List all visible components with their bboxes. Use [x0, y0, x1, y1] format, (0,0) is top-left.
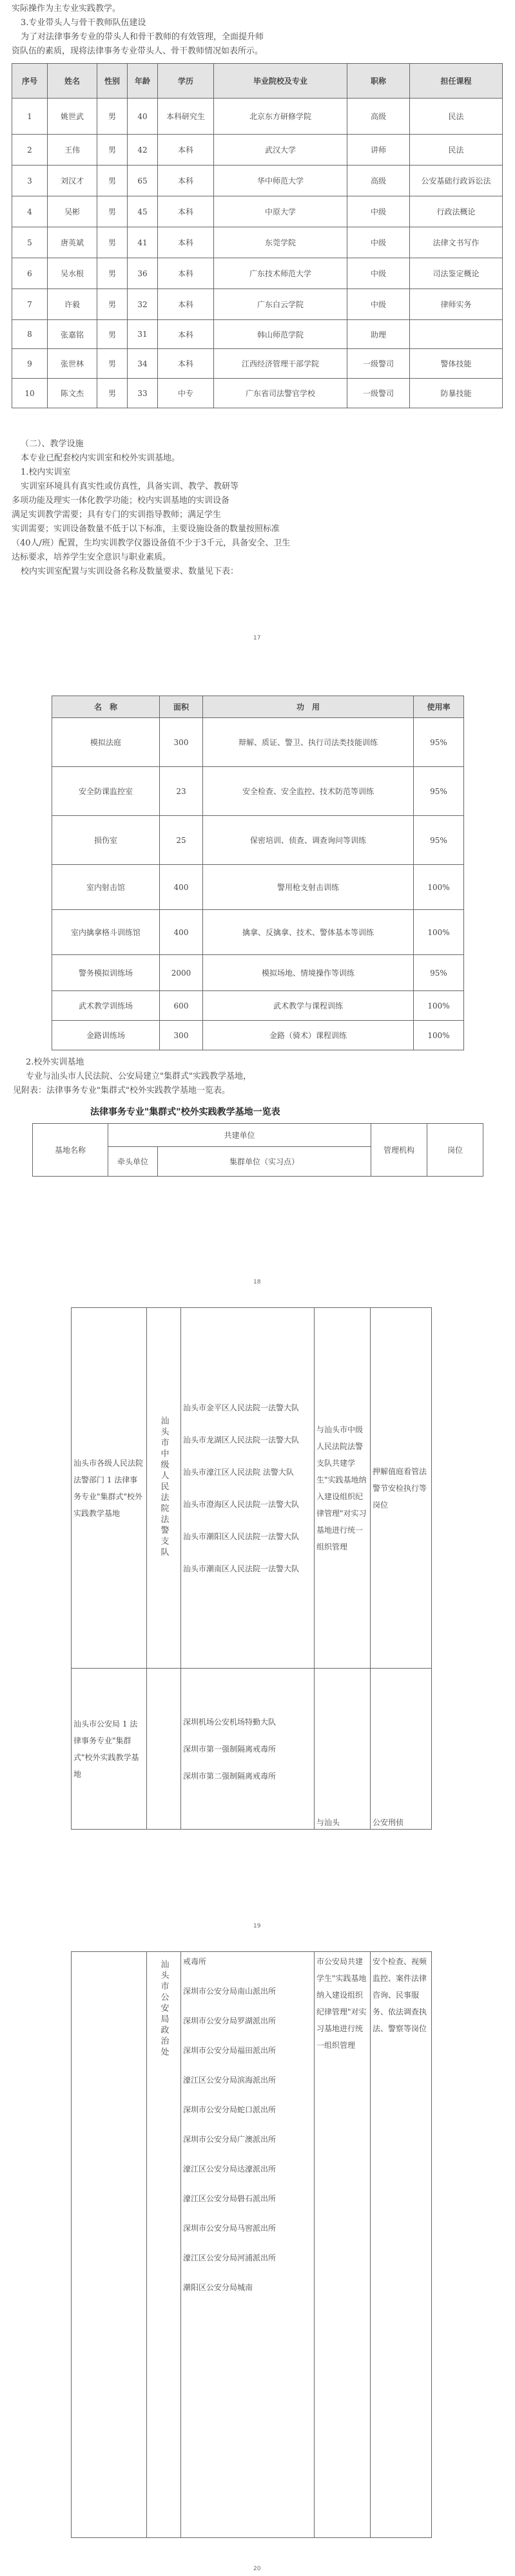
table-cell: 32: [128, 289, 158, 320]
table-header: 牵头单位: [108, 1147, 158, 1177]
list-item: 汕头市濠江区人民法院 法警大队: [183, 1467, 294, 1477]
table-header: 管理机构: [371, 1124, 427, 1177]
table-row: [12, 166, 503, 196]
table-cell: 45: [128, 196, 158, 227]
subheading: 1.校内实训室: [21, 468, 71, 477]
table-row: [12, 289, 503, 320]
table-header: 名 称: [52, 696, 160, 718]
base-table-part1: [71, 1307, 432, 1830]
table-cell: 36: [128, 258, 158, 289]
paragraph-line: 满足实训教学需要；具有专门的实训指导教师；满足学生: [12, 510, 222, 520]
paragraph-line: 校内实训室配置与实训设备名称及数量要求、数量见下表：: [21, 567, 239, 576]
table-cell: 9: [12, 349, 48, 379]
table-cell: 张嘉铭: [48, 320, 97, 349]
table-cell: [147, 1952, 181, 2538]
table-cell: 武汉大学: [214, 135, 347, 166]
table-cell: 2: [12, 135, 48, 166]
table-header: 岗位: [427, 1124, 483, 1177]
table-cell: [147, 1308, 181, 1669]
table-cell: 擒拿、反擒拿、技术、警体基本等训练: [203, 910, 414, 955]
table-cell: 损伤室: [52, 816, 160, 865]
table-cell: 7: [12, 289, 48, 320]
table-cell: 中专: [158, 379, 214, 408]
document-page-1: [0, 0, 515, 644]
subheading: 2.校外实训基地: [26, 1057, 84, 1067]
table-cell: [181, 1952, 315, 2538]
table-cell: 31: [128, 320, 158, 349]
list-item: 汕头市澄海区人民法院一法警大队: [183, 1499, 300, 1509]
list-item: 深圳市公安分局马窖派出所: [183, 2224, 277, 2233]
facility-table: [52, 696, 464, 1050]
page-number: 20: [253, 2566, 261, 2572]
table-row: [52, 1021, 464, 1050]
table-cell: 一级警司: [347, 379, 410, 408]
table-cell: 男: [97, 135, 128, 166]
base-table-part2: [71, 1951, 432, 2538]
table-cell: 民法: [410, 135, 503, 166]
table-header: 毕业院校及专业: [214, 64, 347, 99]
table-cell: 4: [12, 196, 48, 227]
table-cell: 100%: [414, 991, 464, 1021]
list-item: 濠江区公安分局礐石派出所: [183, 2194, 277, 2203]
table-cell: 姚世武: [48, 99, 97, 135]
table-cell: 95%: [414, 718, 464, 767]
table-cell: [72, 1952, 147, 2538]
table-title: 法律事务专业"集群式"校外实践教学基地一览表: [90, 1107, 280, 1117]
table-cell: 高级: [347, 166, 410, 196]
table-cell: 本科: [158, 196, 214, 227]
table-cell: 41: [128, 227, 158, 258]
table-cell: 中级: [347, 196, 410, 227]
lead-unit: 汕头市中级人民法院法警支队: [159, 1416, 169, 1558]
table-cell: 金路训练场: [52, 1021, 160, 1050]
paragraph-line: 实训室环境具有真实性或仿真性，具备实训、教学、教研等: [21, 482, 239, 491]
table-cell: 33: [128, 379, 158, 408]
table-cell: 汕头市公安局 1 法律事务专业"集群式"校外实践教学基地: [72, 1669, 147, 1830]
table-row: [52, 816, 464, 865]
table-cell: 模拟法庭: [52, 718, 160, 767]
table-cell: 男: [97, 379, 128, 408]
table-row: [12, 227, 503, 258]
paragraph-line: 本专业已配套校内实训室和校外实训基地。: [21, 453, 180, 463]
table-cell: 警体技能: [410, 349, 503, 379]
table-cell: 100%: [414, 910, 464, 955]
table-header: 担任课程: [410, 64, 503, 99]
table-cell: 公安刑侦: [371, 1669, 432, 1830]
table-cell: 95%: [414, 816, 464, 865]
table-cell: 本科: [158, 227, 214, 258]
table-cell: 金路（骑术）课程训练: [203, 1021, 414, 1050]
table-header: 集群单位（实习点）: [158, 1147, 371, 1177]
table-row: [52, 718, 464, 767]
list-item: 汕头市潮阳区人民法院一法警大队: [183, 1531, 300, 1541]
table-cell: 汕头市各级人民法院法警部门 1 法律事务专业"集群式"校外实践教学基地: [72, 1308, 147, 1669]
paragraph-line: 实训需要；实训设备数量不低于以下标准，主要设施设备的数量按照标准: [12, 524, 280, 534]
table-header: 姓名: [48, 64, 97, 99]
table-cell: 300: [160, 718, 203, 767]
table-cell: 市公安局共建学生"实践基地纳入建设组织纪律管理"对实习基地进行统一组织管理: [315, 1952, 371, 2538]
table-cell: 广东白云学院: [214, 289, 347, 320]
table-cell: 许毅: [48, 289, 97, 320]
document-page-4: [0, 1932, 515, 2576]
page-number: 19: [253, 1923, 261, 1929]
table-cell: 25: [160, 816, 203, 865]
table-cell: 100%: [414, 865, 464, 910]
table-cell: 武术教学训练场: [52, 991, 160, 1021]
table-cell: 律师实务: [410, 289, 503, 320]
table-cell: 10: [12, 379, 48, 408]
table-cell: 司法鉴定概论: [410, 258, 503, 289]
table-cell: 男: [97, 166, 128, 196]
table-cell: [181, 1308, 315, 1669]
list-item: 深圳市公安分局罗湖派出所: [183, 2016, 277, 2025]
table-cell: 95%: [414, 955, 464, 991]
table-cell: [410, 320, 503, 349]
table-cell: 安全防课监控室: [52, 767, 160, 816]
table-cell: 中级: [347, 258, 410, 289]
table-cell: 与汕头市中级人民法院法警支队共建学生"实践基地纳入建设组织纪律管理"对实习基地进行统一组织管理: [315, 1308, 371, 1669]
table-cell: 辩解、质证、警卫、执行司法类技能训练: [203, 718, 414, 767]
table-cell: 本科: [158, 135, 214, 166]
table-cell: 模拟场地、情境操作等训练: [203, 955, 414, 991]
list-item: 深圳市公安分局南山派出所: [183, 1987, 277, 1996]
top-line: 实际操作为主专业实践教学。: [12, 4, 121, 14]
table-header: 共建单位: [108, 1124, 371, 1147]
table-cell: 中原大学: [214, 196, 347, 227]
table-cell: 警用枪支射击训练: [203, 865, 414, 910]
table-cell: 安全检查、安全监控、技术防范等训练: [203, 767, 414, 816]
list-item: 深圳机场公安机场特勤大队: [183, 1717, 277, 1727]
table-header: 基地名称: [33, 1124, 108, 1177]
paragraph-line: 为了对法律事务专业的带头人和骨干教师的有效管理，全面提升师: [21, 32, 264, 42]
table-cell: 男: [97, 99, 128, 135]
table-row: [12, 349, 503, 379]
table-cell: 本科: [158, 258, 214, 289]
list-item: 潮阳区公安分局城南: [183, 2283, 253, 2292]
table-header: 序号: [12, 64, 48, 99]
table-cell: 100%: [414, 1021, 464, 1050]
list-item: 深圳市公安分局蛇口派出所: [183, 2105, 277, 2114]
table-cell: 民法: [410, 99, 503, 135]
table-cell: 高级: [347, 99, 410, 135]
paragraph-line: 专业与汕头市人民法院、公安局建立"集群式"实践教学基地，: [26, 1072, 251, 1081]
document-page-3: [0, 1288, 515, 1932]
table-header: 职称: [347, 64, 410, 99]
table-cell: 本科: [158, 289, 214, 320]
table-cell: 65: [128, 166, 158, 196]
table-cell: 34: [128, 349, 158, 379]
table-cell: 韩山师范学院: [214, 320, 347, 349]
subheading: （二）、教学设施: [21, 439, 84, 449]
table-row: [52, 991, 464, 1021]
list-item: 戒毒所: [183, 1957, 207, 1966]
table-header: 学历: [158, 64, 214, 99]
table-cell: 警务模拟训练场: [52, 955, 160, 991]
table-cell: 6: [12, 258, 48, 289]
table-row: [52, 955, 464, 991]
table-cell: 吴水根: [48, 258, 97, 289]
table-cell: 男: [97, 196, 128, 227]
table-cell: 北京东方研修学院: [214, 99, 347, 135]
paragraph-line: 见附表：法律事务专业"集群式"校外实践教学基地一览表。: [13, 1086, 230, 1095]
list-item: 深圳市第二强制隔离戒毒所: [183, 1771, 277, 1781]
table-header: 性别: [97, 64, 128, 99]
table-cell: 广东省司法警官学校: [214, 379, 347, 408]
table-cell: 与汕头: [315, 1669, 371, 1830]
table-cell: 押解值庭看管法警节安检执行等岗位: [371, 1308, 432, 1669]
paragraph-line: 达标要求，培养学生安全意识与职业素质。: [12, 553, 171, 562]
table-cell: 本科研究生: [158, 99, 214, 135]
table-cell: 中级: [347, 227, 410, 258]
table-cell: 安个检查、视频监控、案件法律咨询、民事服务、依法调查执法、警察等岗位: [371, 1952, 432, 2538]
paragraph-line: 资队伍的素质，现将法律事务专业带头人、骨干教师情况如表所示。: [12, 46, 264, 56]
paragraph-line: 多项功能及理实一体化教学功能；校内实训基地的实训设备: [12, 496, 230, 506]
table-cell: 陈文杰: [48, 379, 97, 408]
list-item: 濠江区公安分局河浦派出所: [183, 2253, 277, 2262]
table-cell: 刘汉才: [48, 166, 97, 196]
table-cell: 3: [12, 166, 48, 196]
table-cell: 室内擒拿格斗训练馆: [52, 910, 160, 955]
table-cell: 助理: [347, 320, 410, 349]
table-cell: 行政法概论: [410, 196, 503, 227]
table-row: [52, 767, 464, 816]
table-row: [52, 865, 464, 910]
table-cell: [181, 1669, 315, 1830]
table-cell: 42: [128, 135, 158, 166]
table-header: 功 用: [203, 696, 414, 718]
table-cell: 2000: [160, 955, 203, 991]
table-cell: 95%: [414, 767, 464, 816]
table-cell: 40: [128, 99, 158, 135]
table-cell: 室内射击馆: [52, 865, 160, 910]
table-cell: [147, 1669, 181, 1830]
section-heading: 3.专业带头人与骨干教师队伍建设: [21, 18, 146, 28]
list-item: 汕头市金平区人民法院一法警大队: [183, 1403, 300, 1412]
paragraph-line: （40人/班）配置，生均实训教学仪器设备值不少于3千元，具备安全、卫生: [12, 538, 291, 548]
lead-unit: 汕头市公安局政治处: [159, 1960, 169, 2058]
list-item: 汕头市潮南区人民法院一法警大队: [183, 1564, 300, 1573]
table-cell: 400: [160, 865, 203, 910]
teacher-table: [12, 63, 503, 408]
table-cell: 本科: [158, 349, 214, 379]
table-cell: 法律文书写作: [410, 227, 503, 258]
table-cell: 中级: [347, 289, 410, 320]
table-cell: 一级警司: [347, 349, 410, 379]
table-cell: 吴彬: [48, 196, 97, 227]
table-cell: 广东技术师范大学: [214, 258, 347, 289]
table-cell: 武术教学与课程训练: [203, 991, 414, 1021]
table-cell: 600: [160, 991, 203, 1021]
list-item: 深圳市第一强制隔离戒毒所: [183, 1744, 277, 1754]
table-cell: 公安基础行政诉讼法: [410, 166, 503, 196]
table-row: [12, 320, 503, 349]
list-item: 濠江区公安分局达濠派出所: [183, 2164, 277, 2174]
table-cell: 东莞学院: [214, 227, 347, 258]
table-cell: 23: [160, 767, 203, 816]
list-item: 濠江区公安分局滨海派出所: [183, 2076, 277, 2085]
table-cell: 1: [12, 99, 48, 135]
table-header: 年龄: [128, 64, 158, 99]
table-cell: 防暴技能: [410, 379, 503, 408]
table-header: 使用率: [414, 696, 464, 718]
table-cell: 5: [12, 227, 48, 258]
table-row: [12, 99, 503, 135]
table-row: [12, 379, 503, 408]
table-row: [12, 258, 503, 289]
table-cell: 8: [12, 320, 48, 349]
list-item: 汕头市龙湖区人民法院一法警大队: [183, 1435, 300, 1444]
table-cell: 保密培训、侦查、调查询问等训练: [203, 816, 414, 865]
table-row: [52, 910, 464, 955]
list-item: 深圳市公安分局福田派出所: [183, 2046, 277, 2055]
list-item: 深圳市公安分局广澳派出所: [183, 2135, 277, 2144]
table-cell: 张世林: [48, 349, 97, 379]
base-table-header: [32, 1123, 483, 1177]
table-cell: 男: [97, 289, 128, 320]
page-number: 18: [253, 1279, 261, 1285]
table-cell: 本科: [158, 320, 214, 349]
table-cell: 男: [97, 349, 128, 379]
document-page-2: [0, 644, 515, 1288]
table-cell: 唐英斌: [48, 227, 97, 258]
table-cell: 本科: [158, 166, 214, 196]
table-cell: 王伟: [48, 135, 97, 166]
table-cell: 江西经济管理干部学院: [214, 349, 347, 379]
table-cell: 男: [97, 258, 128, 289]
table-cell: 讲师: [347, 135, 410, 166]
table-cell: 男: [97, 320, 128, 349]
table-header: 面积: [160, 696, 203, 718]
table-row: [12, 196, 503, 227]
table-cell: 300: [160, 1021, 203, 1050]
table-row: [12, 135, 503, 166]
table-cell: 400: [160, 910, 203, 955]
page-number: 17: [253, 635, 261, 641]
table-cell: 华中师范大学: [214, 166, 347, 196]
table-cell: 男: [97, 227, 128, 258]
